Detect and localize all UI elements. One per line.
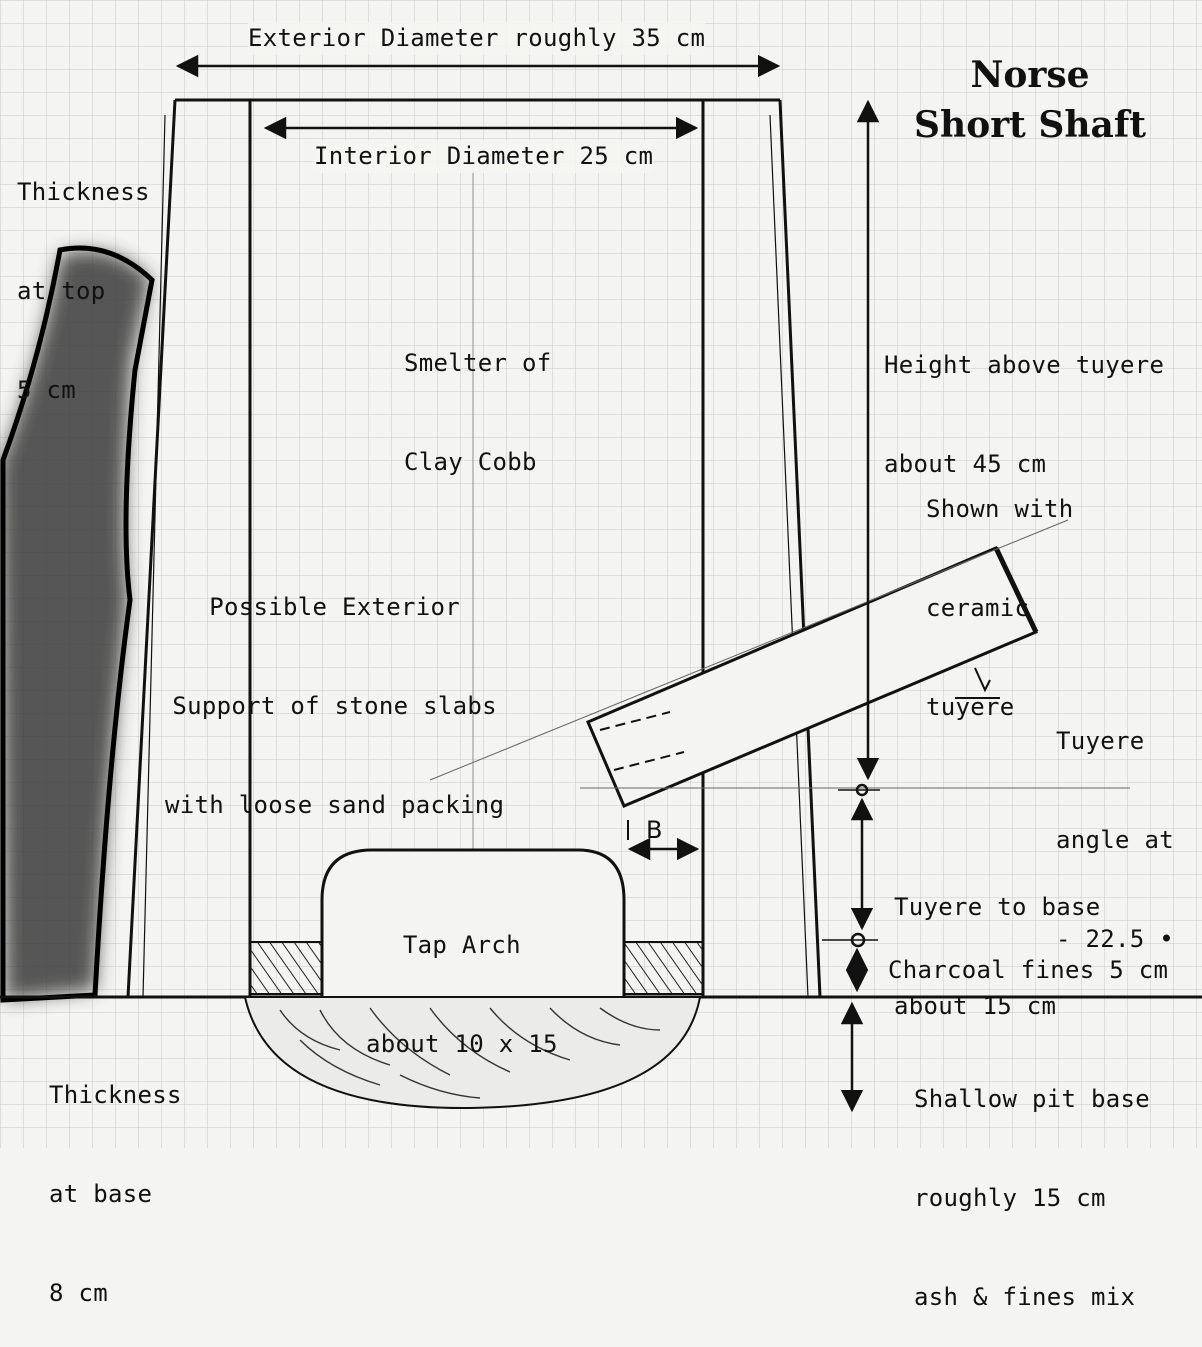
interior-diameter-label: Interior Diameter 25 cm — [314, 140, 653, 173]
tap-arch-label: Tap Arch about 10 x 15 — [366, 931, 558, 1058]
tuyere-to-base-label: Tuyere to base about 15 cm — [894, 893, 1101, 1020]
thickness-top-label: Thickness at top 5 cm — [17, 178, 150, 404]
exterior-diameter-label: Exterior Diameter roughly 35 cm — [248, 22, 705, 55]
height-label: Height above tuyere about 45 cm — [884, 351, 1165, 478]
tuyere-angle-label: Tuyere angle at - 22.5 • — [1056, 727, 1174, 953]
shown-with-label: Shown with ceramic tuyere — [926, 495, 1074, 721]
title-line-1: Norse — [970, 54, 1090, 96]
thickness-base-label: Thickness at base 8 cm — [49, 1081, 182, 1307]
b-mark: B — [646, 816, 663, 844]
title-line-2: Short Shaft — [914, 104, 1146, 146]
diagram-title — [880, 50, 1180, 150]
pit-base-label: Shallow pit base roughly 15 cm ash & fines mix — [914, 1085, 1150, 1311]
charcoal-fines-label: Charcoal fines 5 cm — [888, 956, 1169, 984]
exterior-support-label: Possible Exterior Support of stone slabs with loose sand packing — [165, 593, 505, 819]
smelter-label: Smelter of Clay Cobb — [404, 349, 552, 476]
